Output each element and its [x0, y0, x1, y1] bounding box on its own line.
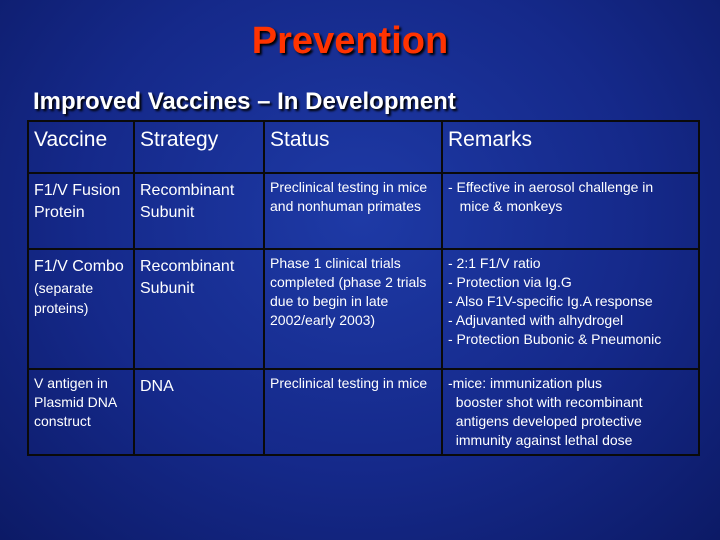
vaccine-name: V antigen in Plasmid DNA construct	[34, 375, 117, 429]
table-row	[28, 173, 699, 249]
status-cell: Phase 1 clinical trials completed (phase 2 trials due to begin in late 2002/early 2003)	[264, 249, 442, 369]
vaccine-cell	[28, 173, 134, 249]
vaccine-name: F1/V Fusion Protein	[34, 182, 121, 221]
header-remarks: Remarks	[442, 121, 699, 173]
remark-line: - Protection Bubonic & Pneumonic	[448, 331, 662, 347]
remark-line: -mice: immunization plus	[448, 375, 603, 391]
table-header-row	[28, 121, 699, 173]
header-status: Status	[264, 121, 442, 173]
header-vaccine: Vaccine	[28, 121, 134, 173]
remark-line: - Protection via Ig.G	[448, 274, 572, 290]
remark-line: booster shot with recombinant	[448, 394, 643, 410]
remark-line: - Adjuvanted with alhydrogel	[448, 312, 624, 328]
remarks-cell	[442, 249, 699, 369]
remark-line: - 2:1 F1/V ratio	[448, 255, 541, 271]
strategy-cell: DNA	[134, 369, 264, 455]
vaccine-note: (separate proteins)	[34, 280, 94, 316]
page-title: Prevention	[251, 20, 449, 62]
table-row	[28, 369, 699, 455]
remark-line: mice & monkeys	[448, 198, 563, 214]
table-row	[28, 249, 699, 369]
remark-line: - Effective in aerosol challenge in	[448, 179, 654, 195]
vaccine-cell	[28, 249, 134, 369]
remark-line: antigens developed protective	[448, 413, 642, 429]
vaccine-cell	[28, 369, 134, 455]
vaccine-name: F1/V Combo	[34, 258, 124, 275]
page-subtitle: Improved Vaccines – In Development	[33, 88, 456, 115]
strategy-cell: Recombinant Subunit	[134, 173, 264, 249]
strategy-cell: Recombinant Subunit	[134, 249, 264, 369]
status-cell: Preclinical testing in mice	[264, 369, 442, 455]
status-cell: Preclinical testing in mice and nonhuman primates	[264, 173, 442, 249]
remarks-cell	[442, 173, 699, 249]
header-strategy: Strategy	[134, 121, 264, 173]
remarks-cell	[442, 369, 699, 455]
vaccine-table	[27, 120, 700, 456]
remark-line: immunity against lethal dose	[448, 432, 633, 448]
remark-line: - Also F1V-specific Ig.A response	[448, 293, 653, 309]
